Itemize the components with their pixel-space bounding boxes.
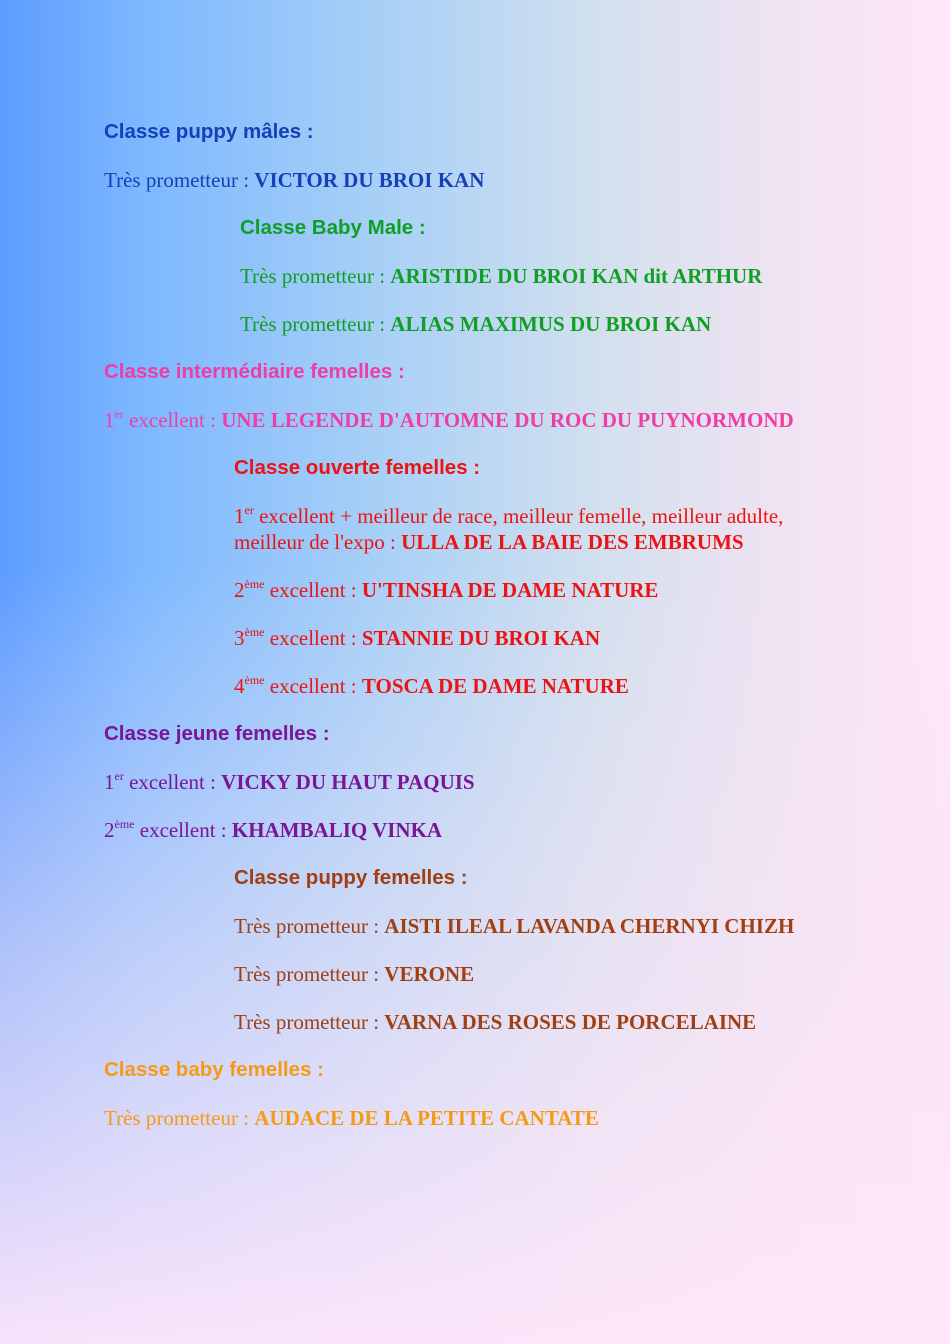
dog-name: ALIAS MAXIMUS DU BROI KAN bbox=[390, 312, 712, 336]
rank-suffix: er bbox=[114, 769, 124, 783]
entry-label: Très prometteur : bbox=[104, 1106, 255, 1130]
entry-rank: 3 bbox=[234, 626, 245, 650]
entry-label: excellent : bbox=[134, 818, 232, 842]
entry-label: excellent : bbox=[123, 770, 222, 794]
section-heading-ouverte-females: Classe ouverte femelles : bbox=[234, 456, 481, 479]
entry-label: excellent + meilleur de race, meilleur femelle, meilleur adulte, bbox=[253, 504, 784, 528]
entry-label: Très prometteur : bbox=[240, 264, 391, 288]
entry-rank: 2 bbox=[104, 818, 115, 842]
entry-label: Très prometteur : bbox=[240, 312, 391, 336]
entry-label: Très prometteur : bbox=[234, 962, 385, 986]
entry-line bbox=[240, 311, 711, 337]
dog-name: U'TINSHA DE DAME NATURE bbox=[361, 578, 659, 602]
section-heading-baby-females: Classe baby femelles : bbox=[104, 1058, 324, 1081]
entry-label: excellent : bbox=[264, 578, 362, 602]
entry-line bbox=[234, 913, 794, 939]
entry-line bbox=[234, 673, 629, 699]
entry-label: Très prometteur : bbox=[234, 914, 385, 938]
entry-rank: 1 bbox=[104, 770, 115, 794]
section-heading-jeune-females: Classe jeune femelles : bbox=[104, 722, 330, 745]
dog-name: UNE LEGENDE D'AUTOMNE DU ROC DU PUYNORMOND bbox=[221, 408, 794, 432]
dog-name: VICTOR DU BROI KAN bbox=[254, 168, 485, 192]
rank-suffix: ème bbox=[244, 625, 265, 639]
section-heading-puppy-females: Classe puppy femelles : bbox=[234, 866, 468, 889]
rank-suffix: ème bbox=[244, 577, 265, 591]
entry-line bbox=[234, 1009, 756, 1035]
entry-line bbox=[104, 1105, 599, 1131]
entry-line bbox=[104, 817, 442, 843]
entry-label: excellent : bbox=[264, 626, 362, 650]
rank-suffix: ème bbox=[114, 817, 135, 831]
dog-name: ULLA DE LA BAIE DES EMBRUMS bbox=[401, 530, 744, 554]
entry-rank: 4 bbox=[234, 674, 245, 698]
section-heading-intermediaire-females: Classe intermédiaire femelles : bbox=[104, 360, 405, 383]
dog-name: VARNA DES ROSES DE PORCELAINE bbox=[384, 1010, 757, 1034]
entry-line bbox=[104, 407, 794, 433]
dog-name: TOSCA DE DAME NATURE bbox=[361, 674, 629, 698]
entry-rank: 2 bbox=[234, 578, 245, 602]
dog-name: VICKY DU HAUT PAQUIS bbox=[221, 770, 475, 794]
rank-suffix: ème bbox=[244, 673, 265, 687]
entry-label: excellent : bbox=[123, 408, 222, 432]
dog-name: VERONE bbox=[384, 962, 475, 986]
entry-line bbox=[234, 503, 783, 529]
dog-name: KHAMBALIQ VINKA bbox=[231, 818, 443, 842]
entry-label: Très prometteur : bbox=[104, 168, 255, 192]
dog-name: AISTI ILEAL LAVANDA CHERNYI CHIZH bbox=[384, 914, 795, 938]
entry-line bbox=[234, 961, 474, 987]
entry-line-continued bbox=[234, 529, 744, 555]
entry-line bbox=[234, 577, 658, 603]
rank-suffix: er bbox=[244, 503, 254, 517]
entry-line bbox=[234, 625, 600, 651]
dog-name: AUDACE DE LA PETITE CANTATE bbox=[254, 1106, 599, 1130]
entry-line bbox=[104, 167, 484, 193]
entry-label: excellent : bbox=[264, 674, 362, 698]
section-heading-baby-male: Classe Baby Male : bbox=[240, 216, 426, 239]
entry-rank: 1 bbox=[234, 504, 245, 528]
entry-line bbox=[104, 769, 475, 795]
entry-label: Très prometteur : bbox=[234, 1010, 385, 1034]
dog-name: STANNIE DU BROI KAN bbox=[361, 626, 601, 650]
entry-rank: 1 bbox=[104, 408, 115, 432]
entry-line bbox=[240, 263, 762, 289]
section-heading-puppy-males: Classe puppy mâles : bbox=[104, 120, 314, 143]
rank-suffix: er bbox=[114, 407, 124, 421]
dog-name: ARISTIDE DU BROI KAN dit ARTHUR bbox=[390, 264, 763, 288]
entry-label: meilleur de l'expo : bbox=[234, 530, 402, 554]
